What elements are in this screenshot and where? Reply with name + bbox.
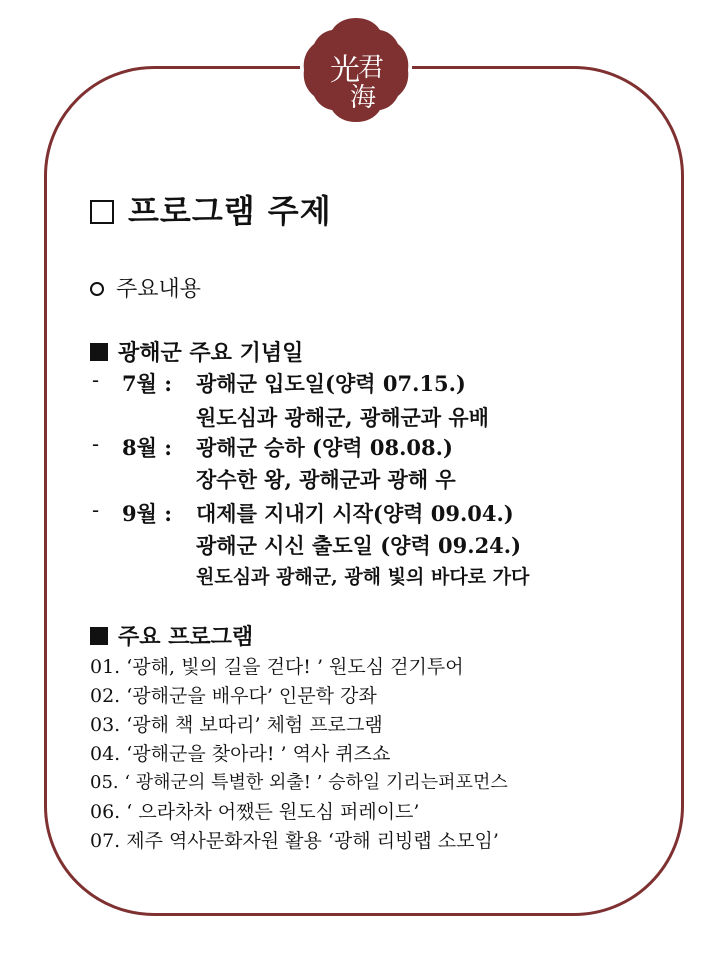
month-september: 9월 : xyxy=(122,501,172,526)
logo-glyph-1: 光 xyxy=(330,53,360,88)
program-item: 02. ‘광해군을 배우다’ 인문학 강좌 xyxy=(90,685,377,707)
emblem-logo-graphic xyxy=(300,14,412,126)
anniversary-line: 원도심과 광해군, 광해군과 유배 xyxy=(196,405,489,430)
square-bullet-icon xyxy=(90,627,108,645)
programs-heading xyxy=(90,620,253,651)
checkbox-square-icon xyxy=(90,200,114,224)
emblem-logo xyxy=(300,14,412,126)
anniversaries-heading-text: 광해군 주요 기념일 xyxy=(118,340,304,366)
anniversary-line: 장수한 왕, 광해군과 광해 우 xyxy=(196,467,456,492)
program-item: 03. ‘광해 책 보따리’ 체험 프로그램 xyxy=(90,714,383,736)
logo-glyph-3: 君 xyxy=(358,53,385,83)
logo-glyph-2: 海 xyxy=(350,83,377,113)
anniversary-line: 원도심과 광해군, 광해 빛의 바다로 가다 xyxy=(196,566,530,588)
program-item: 05. ‘ 광해군의 특별한 외출! ’ 승하일 기리는퍼포먼스 xyxy=(90,772,508,793)
circle-bullet-icon xyxy=(90,282,104,296)
anniversary-line: 대제를 지내기 시작(양력 09.04.) xyxy=(196,501,514,526)
program-item: 01. ‘광해, 빛의 길을 걷다! ’ 원도심 걷기투어 xyxy=(90,656,464,678)
program-item: 04. ‘광해군을 찾아라! ’ 역사 퀴즈쇼 xyxy=(90,743,391,765)
dash-bullet: - xyxy=(92,432,100,456)
month-july: 7월 : xyxy=(122,371,172,396)
page-title xyxy=(90,186,332,232)
anniversary-line: 광해군 시신 출도일 (양력 09.24.) xyxy=(196,533,522,558)
dash-bullet: - xyxy=(92,368,100,392)
anniversary-line: 광해군 입도일(양력 07.15.) xyxy=(196,371,466,396)
programs-heading-text: 주요 프로그램 xyxy=(118,624,254,650)
title-text: 프로그램 주제 xyxy=(128,192,332,230)
anniversary-line: 광해군 승하 (양력 08.08.) xyxy=(196,435,453,460)
section-label xyxy=(90,272,201,303)
anniversaries-heading xyxy=(90,336,303,367)
section-label-text: 주요내용 xyxy=(116,277,202,302)
dash-bullet: - xyxy=(92,498,100,522)
program-item: 06. ‘ 으라차차 어쨌든 원도심 퍼레이드’ xyxy=(90,801,420,823)
program-item: 07. 제주 역사문화자원 활용 ‘광해 리빙랩 소모임’ xyxy=(90,830,499,852)
square-bullet-icon xyxy=(90,343,108,361)
month-august: 8월 : xyxy=(122,435,172,460)
